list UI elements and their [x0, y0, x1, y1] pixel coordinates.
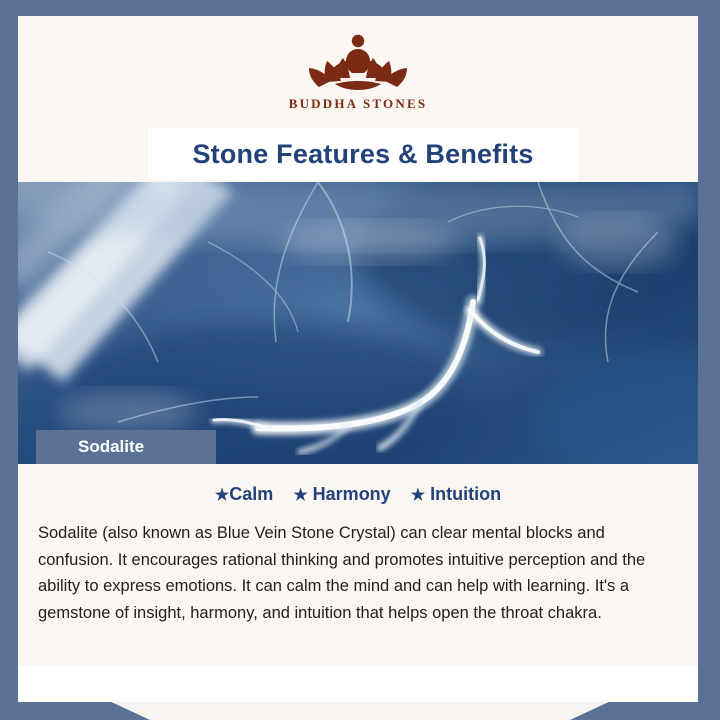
brand-name: BUDDHA STONES: [288, 96, 428, 111]
stone-name-text: Sodalite: [78, 437, 145, 456]
title-banner: [148, 128, 578, 180]
stone-description: Sodalite (also known as Blue Vein Stone Crystal) can clear mental blocks and confusion. It encourages rational thinking and promotes intuitive perception and the ability to express emotions. It can calm the mind and can help with learning. It's a gemstone of insight, harmony, and intuition that helps open the throat chakra.: [38, 524, 646, 623]
content-card: [18, 16, 698, 702]
page-title: Stone Features & Benefits: [192, 138, 534, 169]
keyword-list: [18, 484, 698, 505]
frame-left-band: [0, 0, 18, 720]
keyword-item-2: [411, 484, 501, 504]
star-icon: ★: [214, 487, 230, 504]
brand-header: [18, 16, 698, 126]
keyword-label-0: Calm: [229, 484, 274, 504]
keyword-item-0: [215, 484, 273, 504]
lotus-meditation-figure-icon: [283, 28, 433, 94]
star-icon: ★: [293, 487, 308, 504]
keyword-label-2: Intuition: [430, 484, 502, 504]
frame-right-band: [698, 0, 720, 720]
star-icon: ★: [410, 487, 426, 504]
bottom-white-strip: [18, 666, 698, 702]
keyword-item-1: [293, 484, 390, 504]
stone-hero-image: [18, 182, 698, 464]
sodalite-texture-graphic: [18, 182, 698, 464]
stone-name-label: [36, 430, 216, 464]
keyword-label-1: Harmony: [312, 484, 391, 504]
